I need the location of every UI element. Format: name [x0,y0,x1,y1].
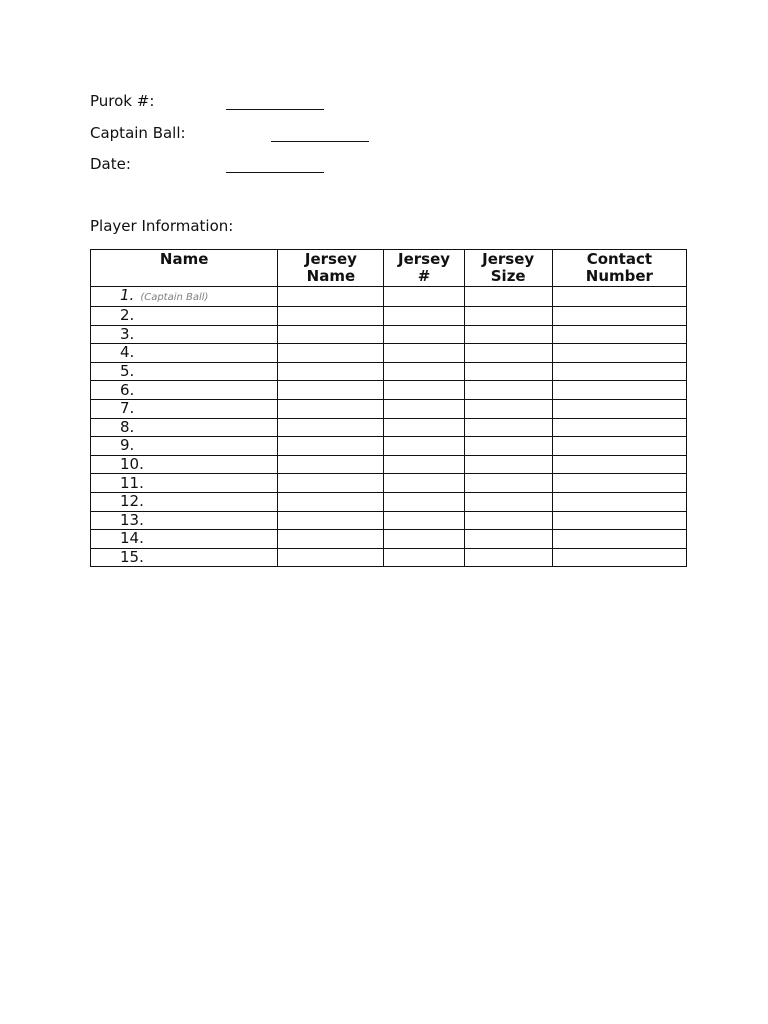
jersey-number-cell [384,344,464,363]
player-name-cell [91,437,278,456]
contact-number-cell [552,455,686,474]
jersey-number-cell [384,307,464,326]
jersey-size-cell [464,381,552,400]
player-name-cell [91,325,278,344]
table-row [91,362,687,381]
captain-ball-label: Captain Ball: [90,124,186,142]
jersey-name-cell [278,418,384,437]
captain-ball-blank [271,141,369,142]
jersey-number-cell [384,325,464,344]
jersey-size-cell [464,474,552,493]
row-number: 3. [120,325,135,343]
contact-number-cell [552,511,686,530]
jersey-number-cell [384,437,464,456]
jersey-number-cell [384,474,464,493]
captain-ball-note: (Captain Ball) [140,292,209,303]
column-header-contact-number: Contact Number [552,250,686,287]
row-number: 11. [120,473,144,492]
jersey-name-cell [278,307,384,326]
jersey-number-cell [384,455,464,474]
table-row [91,307,687,326]
row-number: 4. [120,343,135,362]
row-number: 2. [120,306,135,325]
row-number: 9. [120,436,135,455]
jersey-size-cell [464,511,552,530]
section-title: Player Information: [90,217,234,235]
jersey-size-cell [464,455,552,474]
contact-number-cell [552,287,686,307]
date-blank [226,172,324,173]
jersey-name-cell [278,381,384,400]
player-name-cell [91,344,278,363]
jersey-number-cell [384,548,464,567]
contact-number-cell [552,381,686,400]
table-row [91,344,687,363]
jersey-size-cell [464,399,552,418]
row-number: 7. [120,399,135,418]
player-name-cell [91,492,278,511]
table-row [91,325,687,344]
jersey-name-cell [278,344,384,363]
column-header-jersey-size: Jersey Size [464,250,552,287]
player-name-cell [91,511,278,530]
jersey-size-cell [464,530,552,549]
jersey-number-cell [384,381,464,400]
jersey-number-cell [384,399,464,418]
jersey-size-cell [464,344,552,363]
jersey-size-cell [464,362,552,381]
jersey-name-cell [278,362,384,381]
jersey-size-cell [464,492,552,511]
contact-number-cell [552,474,686,493]
contact-number-cell [552,492,686,511]
table-row [91,548,687,567]
jersey-name-cell [278,492,384,511]
player-name-cell [91,455,278,474]
player-name-cell [91,287,278,307]
player-name-cell [91,381,278,400]
jersey-name-cell [278,437,384,456]
table-row [91,511,687,530]
table-row [91,381,687,400]
row-number: 1. [120,286,135,304]
jersey-number-cell [384,530,464,549]
jersey-name-cell [278,474,384,493]
row-number: 12. [120,492,144,511]
row-number: 6. [120,380,135,399]
date-label: Date: [90,155,131,173]
row-number: 14. [120,529,144,548]
contact-number-cell [552,399,686,418]
jersey-name-cell [278,530,384,549]
player-name-cell [91,548,278,567]
jersey-name-cell [278,325,384,344]
jersey-size-cell [464,307,552,326]
table-row [91,455,687,474]
jersey-size-cell [464,325,552,344]
table-row [91,418,687,437]
table-row [91,437,687,456]
contact-number-cell [552,437,686,456]
table-row [91,287,687,307]
jersey-number-cell [384,287,464,307]
player-name-cell [91,307,278,326]
player-name-cell [91,530,278,549]
row-number: 8. [120,418,135,436]
jersey-number-cell [384,492,464,511]
purok-blank [226,109,324,110]
column-header-name: Name [91,250,278,287]
jersey-size-cell [464,437,552,456]
contact-number-cell [552,344,686,363]
row-number: 10. [120,455,144,474]
jersey-size-cell [464,287,552,307]
column-header-jersey-number: Jersey # [384,250,464,287]
contact-number-cell [552,325,686,344]
row-number: 15. [120,548,144,567]
jersey-name-cell [278,399,384,418]
table-row [91,492,687,511]
jersey-number-cell [384,418,464,437]
table-row [91,474,687,493]
player-name-cell [91,418,278,437]
jersey-size-cell [464,548,552,567]
jersey-name-cell [278,455,384,474]
table-header-row [91,250,687,287]
player-table [90,249,687,567]
purok-label: Purok #: [90,92,155,110]
contact-number-cell [552,418,686,437]
player-name-cell [91,474,278,493]
column-header-jersey-name: Jersey Name [278,250,384,287]
contact-number-cell [552,530,686,549]
jersey-name-cell [278,548,384,567]
contact-number-cell [552,307,686,326]
player-name-cell [91,362,278,381]
table-row [91,530,687,549]
jersey-number-cell [384,511,464,530]
jersey-name-cell [278,511,384,530]
jersey-name-cell [278,287,384,307]
row-number: 13. [120,511,144,529]
player-name-cell [91,399,278,418]
contact-number-cell [552,362,686,381]
jersey-number-cell [384,362,464,381]
contact-number-cell [552,548,686,567]
jersey-size-cell [464,418,552,437]
table-row [91,399,687,418]
row-number: 5. [120,362,135,381]
